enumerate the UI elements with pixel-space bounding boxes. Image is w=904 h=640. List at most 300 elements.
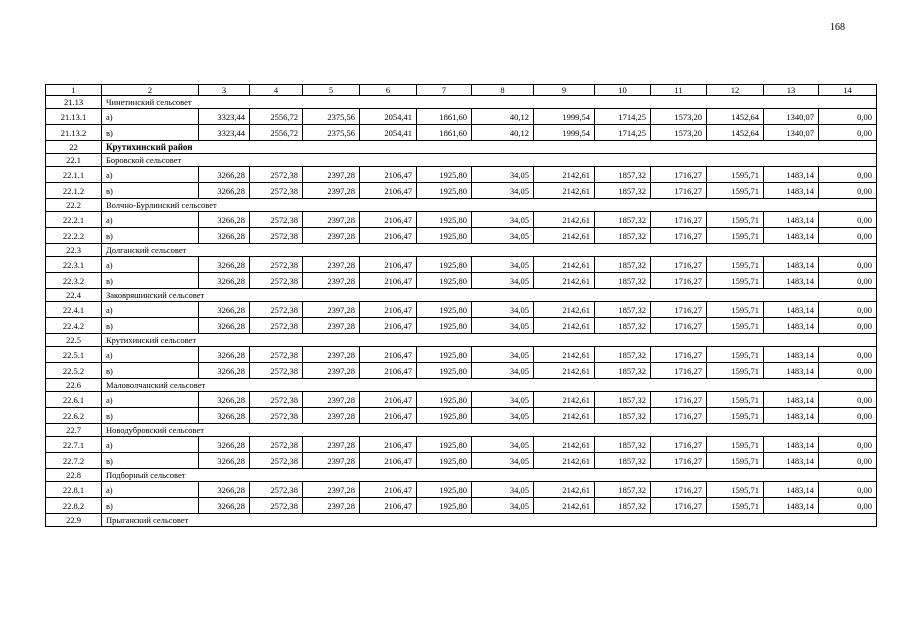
value-cell: 34,05 bbox=[472, 183, 534, 199]
value-cell: 2397,28 bbox=[303, 228, 360, 244]
value-cell: 34,05 bbox=[472, 167, 534, 183]
value-cell: 1483,14 bbox=[764, 453, 819, 469]
row-label: в) bbox=[102, 363, 199, 379]
row-code: 22.6.1 bbox=[46, 392, 102, 408]
value-cell: 2397,28 bbox=[303, 482, 360, 498]
value-cell: 1483,14 bbox=[764, 318, 819, 334]
section-name: Подборный сельсовет bbox=[102, 469, 877, 482]
column-number: 13 bbox=[764, 85, 819, 96]
column-number: 6 bbox=[360, 85, 417, 96]
section-row bbox=[46, 514, 877, 527]
value-cell: 1925,80 bbox=[417, 482, 472, 498]
value-cell: 2106,47 bbox=[360, 167, 417, 183]
value-cell: 1595,71 bbox=[707, 482, 764, 498]
section-name: Новодубровский сельсовет bbox=[102, 424, 877, 437]
value-cell: 2556,72 bbox=[250, 125, 303, 141]
value-cell: 3323,44 bbox=[199, 109, 250, 125]
value-cell: 2572,38 bbox=[250, 273, 303, 289]
value-cell: 0,00 bbox=[819, 212, 877, 228]
value-cell: 1925,80 bbox=[417, 183, 472, 199]
value-cell: 2106,47 bbox=[360, 318, 417, 334]
row-label: а) bbox=[102, 437, 199, 453]
table-row bbox=[46, 437, 877, 453]
row-code: 22.6.2 bbox=[46, 408, 102, 424]
value-cell: 2106,47 bbox=[360, 212, 417, 228]
value-cell: 1716,27 bbox=[651, 363, 707, 379]
value-cell: 2572,38 bbox=[250, 167, 303, 183]
row-code: 22.8 bbox=[46, 469, 102, 482]
value-cell: 1857,32 bbox=[595, 453, 651, 469]
value-cell: 1925,80 bbox=[417, 347, 472, 363]
value-cell: 2106,47 bbox=[360, 228, 417, 244]
row-code: 22.7.2 bbox=[46, 453, 102, 469]
value-cell: 2106,47 bbox=[360, 453, 417, 469]
table-row bbox=[46, 363, 877, 379]
value-cell: 34,05 bbox=[472, 273, 534, 289]
value-cell: 0,00 bbox=[819, 109, 877, 125]
value-cell: 1925,80 bbox=[417, 437, 472, 453]
value-cell: 2106,47 bbox=[360, 347, 417, 363]
value-cell: 2397,28 bbox=[303, 347, 360, 363]
value-cell: 3266,28 bbox=[199, 273, 250, 289]
row-code: 22.1.2 bbox=[46, 183, 102, 199]
value-cell: 1483,14 bbox=[764, 482, 819, 498]
value-cell: 1595,71 bbox=[707, 183, 764, 199]
value-cell: 1716,27 bbox=[651, 273, 707, 289]
value-cell: 1483,14 bbox=[764, 257, 819, 273]
value-cell: 34,05 bbox=[472, 437, 534, 453]
row-code: 21.13 bbox=[46, 96, 102, 109]
row-code: 22.1.1 bbox=[46, 167, 102, 183]
row-label: в) bbox=[102, 408, 199, 424]
section-row bbox=[46, 154, 877, 167]
value-cell: 1716,27 bbox=[651, 392, 707, 408]
value-cell: 1340,07 bbox=[764, 125, 819, 141]
value-cell: 1925,80 bbox=[417, 498, 472, 514]
value-cell: 2572,38 bbox=[250, 392, 303, 408]
section-name: Долганский сельсовет bbox=[102, 244, 877, 257]
row-code: 22.8.2 bbox=[46, 498, 102, 514]
row-code: 22.7.1 bbox=[46, 437, 102, 453]
value-cell: 0,00 bbox=[819, 498, 877, 514]
value-cell: 1716,27 bbox=[651, 437, 707, 453]
value-cell: 34,05 bbox=[472, 347, 534, 363]
value-cell: 2572,38 bbox=[250, 183, 303, 199]
value-cell: 34,05 bbox=[472, 482, 534, 498]
value-cell: 1595,71 bbox=[707, 318, 764, 334]
row-label: а) bbox=[102, 482, 199, 498]
value-cell: 0,00 bbox=[819, 302, 877, 318]
table-row bbox=[46, 109, 877, 125]
value-cell: 2397,28 bbox=[303, 257, 360, 273]
value-cell: 0,00 bbox=[819, 273, 877, 289]
value-cell: 1483,14 bbox=[764, 273, 819, 289]
table-row bbox=[46, 212, 877, 228]
row-code: 22.5.1 bbox=[46, 347, 102, 363]
value-cell: 1595,71 bbox=[707, 302, 764, 318]
value-cell: 2572,38 bbox=[250, 302, 303, 318]
row-label: а) bbox=[102, 392, 199, 408]
value-cell: 2572,38 bbox=[250, 228, 303, 244]
section-row bbox=[46, 96, 877, 109]
value-cell: 1595,71 bbox=[707, 347, 764, 363]
value-cell: 1999,54 bbox=[534, 125, 595, 141]
value-cell: 2572,38 bbox=[250, 482, 303, 498]
value-cell: 1714,25 bbox=[595, 109, 651, 125]
value-cell: 34,05 bbox=[472, 498, 534, 514]
row-code: 22.2.1 bbox=[46, 212, 102, 228]
value-cell: 1595,71 bbox=[707, 498, 764, 514]
value-cell: 2142,61 bbox=[534, 482, 595, 498]
value-cell: 2572,38 bbox=[250, 212, 303, 228]
value-cell: 1925,80 bbox=[417, 302, 472, 318]
value-cell: 2375,56 bbox=[303, 125, 360, 141]
value-cell: 1483,14 bbox=[764, 167, 819, 183]
page-number: 168 bbox=[830, 22, 845, 33]
column-number: 3 bbox=[199, 85, 250, 96]
value-cell: 2397,28 bbox=[303, 408, 360, 424]
value-cell: 2142,61 bbox=[534, 257, 595, 273]
value-cell: 0,00 bbox=[819, 347, 877, 363]
value-cell: 34,05 bbox=[472, 363, 534, 379]
value-cell: 1716,27 bbox=[651, 498, 707, 514]
value-cell: 1925,80 bbox=[417, 392, 472, 408]
table-row bbox=[46, 273, 877, 289]
row-code: 22.3 bbox=[46, 244, 102, 257]
row-code: 21.13.1 bbox=[46, 109, 102, 125]
value-cell: 2572,38 bbox=[250, 363, 303, 379]
row-code: 22.5 bbox=[46, 334, 102, 347]
value-cell: 0,00 bbox=[819, 183, 877, 199]
value-cell: 3266,28 bbox=[199, 347, 250, 363]
row-code: 22.4.1 bbox=[46, 302, 102, 318]
value-cell: 2106,47 bbox=[360, 437, 417, 453]
value-cell: 2572,38 bbox=[250, 318, 303, 334]
value-cell: 1857,32 bbox=[595, 228, 651, 244]
value-cell: 0,00 bbox=[819, 392, 877, 408]
column-number: 1 bbox=[46, 85, 102, 96]
value-cell: 1925,80 bbox=[417, 318, 472, 334]
value-cell: 1595,71 bbox=[707, 392, 764, 408]
column-number: 14 bbox=[819, 85, 877, 96]
value-cell: 34,05 bbox=[472, 257, 534, 273]
table-row bbox=[46, 498, 877, 514]
table-row bbox=[46, 302, 877, 318]
value-cell: 2142,61 bbox=[534, 498, 595, 514]
value-cell: 1857,32 bbox=[595, 363, 651, 379]
value-cell: 1483,14 bbox=[764, 498, 819, 514]
section-name: Чинетинский сельсовет bbox=[102, 96, 877, 109]
value-cell: 0,00 bbox=[819, 408, 877, 424]
value-cell: 34,05 bbox=[472, 408, 534, 424]
row-label: а) bbox=[102, 109, 199, 125]
column-number: 11 bbox=[651, 85, 707, 96]
value-cell: 1857,32 bbox=[595, 167, 651, 183]
value-cell: 0,00 bbox=[819, 437, 877, 453]
value-cell: 1452,64 bbox=[707, 109, 764, 125]
table-row bbox=[46, 125, 877, 141]
value-cell: 1925,80 bbox=[417, 453, 472, 469]
value-cell: 2142,61 bbox=[534, 408, 595, 424]
value-cell: 1483,14 bbox=[764, 408, 819, 424]
table-row bbox=[46, 408, 877, 424]
value-cell: 1925,80 bbox=[417, 212, 472, 228]
table-body bbox=[46, 85, 877, 527]
value-cell: 2397,28 bbox=[303, 167, 360, 183]
table-row bbox=[46, 228, 877, 244]
table-row bbox=[46, 482, 877, 498]
section-name: Боровской сельсовет bbox=[102, 154, 877, 167]
value-cell: 2142,61 bbox=[534, 453, 595, 469]
value-cell: 2397,28 bbox=[303, 273, 360, 289]
value-cell: 1925,80 bbox=[417, 228, 472, 244]
value-cell: 1483,14 bbox=[764, 183, 819, 199]
value-cell: 40,12 bbox=[472, 109, 534, 125]
value-cell: 1857,32 bbox=[595, 408, 651, 424]
value-cell: 2054,41 bbox=[360, 109, 417, 125]
value-cell: 2106,47 bbox=[360, 257, 417, 273]
value-cell: 1716,27 bbox=[651, 318, 707, 334]
column-number-row bbox=[46, 85, 877, 96]
section-name: Заковряшинский сельсовет bbox=[102, 289, 877, 302]
value-cell: 1925,80 bbox=[417, 363, 472, 379]
value-cell: 2142,61 bbox=[534, 167, 595, 183]
value-cell: 1716,27 bbox=[651, 482, 707, 498]
value-cell: 2556,72 bbox=[250, 109, 303, 125]
section-name: Крутихинский сельсовет bbox=[102, 334, 877, 347]
value-cell: 1595,71 bbox=[707, 408, 764, 424]
section-name: Крутихинский район bbox=[102, 141, 877, 154]
value-cell: 2054,41 bbox=[360, 125, 417, 141]
section-row bbox=[46, 244, 877, 257]
value-cell: 0,00 bbox=[819, 167, 877, 183]
value-cell: 1857,32 bbox=[595, 392, 651, 408]
value-cell: 1595,71 bbox=[707, 167, 764, 183]
section-row bbox=[46, 141, 877, 154]
value-cell: 1716,27 bbox=[651, 183, 707, 199]
value-cell: 2397,28 bbox=[303, 302, 360, 318]
value-cell: 3266,28 bbox=[199, 363, 250, 379]
section-name: Маловолчанский сельсовет bbox=[102, 379, 877, 392]
value-cell: 2142,61 bbox=[534, 228, 595, 244]
table-row bbox=[46, 347, 877, 363]
column-number: 12 bbox=[707, 85, 764, 96]
value-cell: 1595,71 bbox=[707, 453, 764, 469]
value-cell: 2397,28 bbox=[303, 392, 360, 408]
value-cell: 34,05 bbox=[472, 212, 534, 228]
value-cell: 3266,28 bbox=[199, 257, 250, 273]
column-number: 9 bbox=[534, 85, 595, 96]
section-row bbox=[46, 379, 877, 392]
value-cell: 1714,25 bbox=[595, 125, 651, 141]
value-cell: 0,00 bbox=[819, 125, 877, 141]
value-cell: 1483,14 bbox=[764, 392, 819, 408]
section-row bbox=[46, 199, 877, 212]
value-cell: 2572,38 bbox=[250, 498, 303, 514]
value-cell: 3266,28 bbox=[199, 212, 250, 228]
value-cell: 2142,61 bbox=[534, 392, 595, 408]
row-label: в) bbox=[102, 453, 199, 469]
table-row bbox=[46, 183, 877, 199]
value-cell: 3266,28 bbox=[199, 167, 250, 183]
value-cell: 2142,61 bbox=[534, 347, 595, 363]
value-cell: 1483,14 bbox=[764, 212, 819, 228]
value-cell: 2572,38 bbox=[250, 257, 303, 273]
value-cell: 1595,71 bbox=[707, 228, 764, 244]
value-cell: 2397,28 bbox=[303, 498, 360, 514]
row-label: в) bbox=[102, 125, 199, 141]
value-cell: 2397,28 bbox=[303, 318, 360, 334]
value-cell: 1716,27 bbox=[651, 347, 707, 363]
value-cell: 3266,28 bbox=[199, 392, 250, 408]
value-cell: 1573,20 bbox=[651, 125, 707, 141]
value-cell: 1857,32 bbox=[595, 273, 651, 289]
value-cell: 2106,47 bbox=[360, 408, 417, 424]
row-label: а) bbox=[102, 347, 199, 363]
row-label: а) bbox=[102, 302, 199, 318]
value-cell: 1857,32 bbox=[595, 437, 651, 453]
value-cell: 3266,28 bbox=[199, 408, 250, 424]
value-cell: 1483,14 bbox=[764, 363, 819, 379]
value-cell: 3266,28 bbox=[199, 302, 250, 318]
value-cell: 2572,38 bbox=[250, 408, 303, 424]
value-cell: 1483,14 bbox=[764, 347, 819, 363]
row-code: 22.3.2 bbox=[46, 273, 102, 289]
value-cell: 2106,47 bbox=[360, 482, 417, 498]
value-cell: 2572,38 bbox=[250, 347, 303, 363]
value-cell: 1483,14 bbox=[764, 302, 819, 318]
table-row bbox=[46, 257, 877, 273]
value-cell: 2142,61 bbox=[534, 363, 595, 379]
value-cell: 1857,32 bbox=[595, 212, 651, 228]
value-cell: 34,05 bbox=[472, 228, 534, 244]
value-cell: 1925,80 bbox=[417, 408, 472, 424]
value-cell: 1716,27 bbox=[651, 257, 707, 273]
value-cell: 2142,61 bbox=[534, 273, 595, 289]
value-cell: 1595,71 bbox=[707, 273, 764, 289]
row-label: в) bbox=[102, 498, 199, 514]
value-cell: 1857,32 bbox=[595, 302, 651, 318]
table-row bbox=[46, 318, 877, 334]
section-row bbox=[46, 424, 877, 437]
value-cell: 0,00 bbox=[819, 228, 877, 244]
value-cell: 2142,61 bbox=[534, 318, 595, 334]
value-cell: 1595,71 bbox=[707, 363, 764, 379]
value-cell: 34,05 bbox=[472, 392, 534, 408]
value-cell: 1595,71 bbox=[707, 257, 764, 273]
value-cell: 1857,32 bbox=[595, 257, 651, 273]
row-code: 22.2.2 bbox=[46, 228, 102, 244]
value-cell: 0,00 bbox=[819, 363, 877, 379]
row-label: в) bbox=[102, 273, 199, 289]
value-cell: 1925,80 bbox=[417, 273, 472, 289]
value-cell: 0,00 bbox=[819, 453, 877, 469]
value-cell: 2142,61 bbox=[534, 212, 595, 228]
column-number: 4 bbox=[250, 85, 303, 96]
value-cell: 2397,28 bbox=[303, 453, 360, 469]
column-number: 5 bbox=[303, 85, 360, 96]
row-code: 22.4 bbox=[46, 289, 102, 302]
row-code: 22.6 bbox=[46, 379, 102, 392]
value-cell: 2106,47 bbox=[360, 498, 417, 514]
value-cell: 2106,47 bbox=[360, 273, 417, 289]
value-cell: 2142,61 bbox=[534, 437, 595, 453]
section-row bbox=[46, 469, 877, 482]
value-cell: 3266,28 bbox=[199, 228, 250, 244]
value-cell: 2106,47 bbox=[360, 183, 417, 199]
value-cell: 2106,47 bbox=[360, 392, 417, 408]
section-name: Волчно-Бурлинский сельсовет bbox=[102, 199, 877, 212]
value-cell: 1999,54 bbox=[534, 109, 595, 125]
value-cell: 1595,71 bbox=[707, 437, 764, 453]
row-code: 22.5.2 bbox=[46, 363, 102, 379]
value-cell: 40,12 bbox=[472, 125, 534, 141]
value-cell: 1483,14 bbox=[764, 228, 819, 244]
value-cell: 1573,20 bbox=[651, 109, 707, 125]
value-cell: 2397,28 bbox=[303, 212, 360, 228]
value-cell: 2142,61 bbox=[534, 183, 595, 199]
section-row bbox=[46, 289, 877, 302]
row-code: 22.7 bbox=[46, 424, 102, 437]
section-row bbox=[46, 334, 877, 347]
row-code: 22.8.1 bbox=[46, 482, 102, 498]
value-cell: 2106,47 bbox=[360, 302, 417, 318]
value-cell: 1861,60 bbox=[417, 125, 472, 141]
row-code: 21.13.2 bbox=[46, 125, 102, 141]
section-name: Прыганский сельсовет bbox=[102, 514, 877, 527]
value-cell: 3266,28 bbox=[199, 498, 250, 514]
row-label: а) bbox=[102, 167, 199, 183]
row-label: в) bbox=[102, 318, 199, 334]
row-code: 22.2 bbox=[46, 199, 102, 212]
row-label: а) bbox=[102, 212, 199, 228]
value-cell: 1861,60 bbox=[417, 109, 472, 125]
table-row bbox=[46, 167, 877, 183]
column-number: 10 bbox=[595, 85, 651, 96]
value-cell: 1857,32 bbox=[595, 318, 651, 334]
value-cell: 1857,32 bbox=[595, 498, 651, 514]
value-cell: 0,00 bbox=[819, 482, 877, 498]
value-cell: 3266,28 bbox=[199, 482, 250, 498]
table-row bbox=[46, 453, 877, 469]
tariff-table bbox=[45, 84, 877, 527]
value-cell: 1925,80 bbox=[417, 167, 472, 183]
value-cell: 1340,07 bbox=[764, 109, 819, 125]
value-cell: 2397,28 bbox=[303, 437, 360, 453]
value-cell: 34,05 bbox=[472, 318, 534, 334]
value-cell: 1925,80 bbox=[417, 257, 472, 273]
value-cell: 34,05 bbox=[472, 302, 534, 318]
value-cell: 1716,27 bbox=[651, 167, 707, 183]
value-cell: 1716,27 bbox=[651, 228, 707, 244]
value-cell: 3323,44 bbox=[199, 125, 250, 141]
row-label: в) bbox=[102, 228, 199, 244]
value-cell: 3266,28 bbox=[199, 453, 250, 469]
column-number: 7 bbox=[417, 85, 472, 96]
column-number: 8 bbox=[472, 85, 534, 96]
value-cell: 1452,64 bbox=[707, 125, 764, 141]
value-cell: 34,05 bbox=[472, 453, 534, 469]
table-row bbox=[46, 392, 877, 408]
value-cell: 1595,71 bbox=[707, 212, 764, 228]
row-code: 22.1 bbox=[46, 154, 102, 167]
value-cell: 1716,27 bbox=[651, 408, 707, 424]
value-cell: 2375,56 bbox=[303, 109, 360, 125]
column-number: 2 bbox=[102, 85, 199, 96]
value-cell: 1857,32 bbox=[595, 347, 651, 363]
row-code: 22 bbox=[46, 141, 102, 154]
value-cell: 2572,38 bbox=[250, 453, 303, 469]
